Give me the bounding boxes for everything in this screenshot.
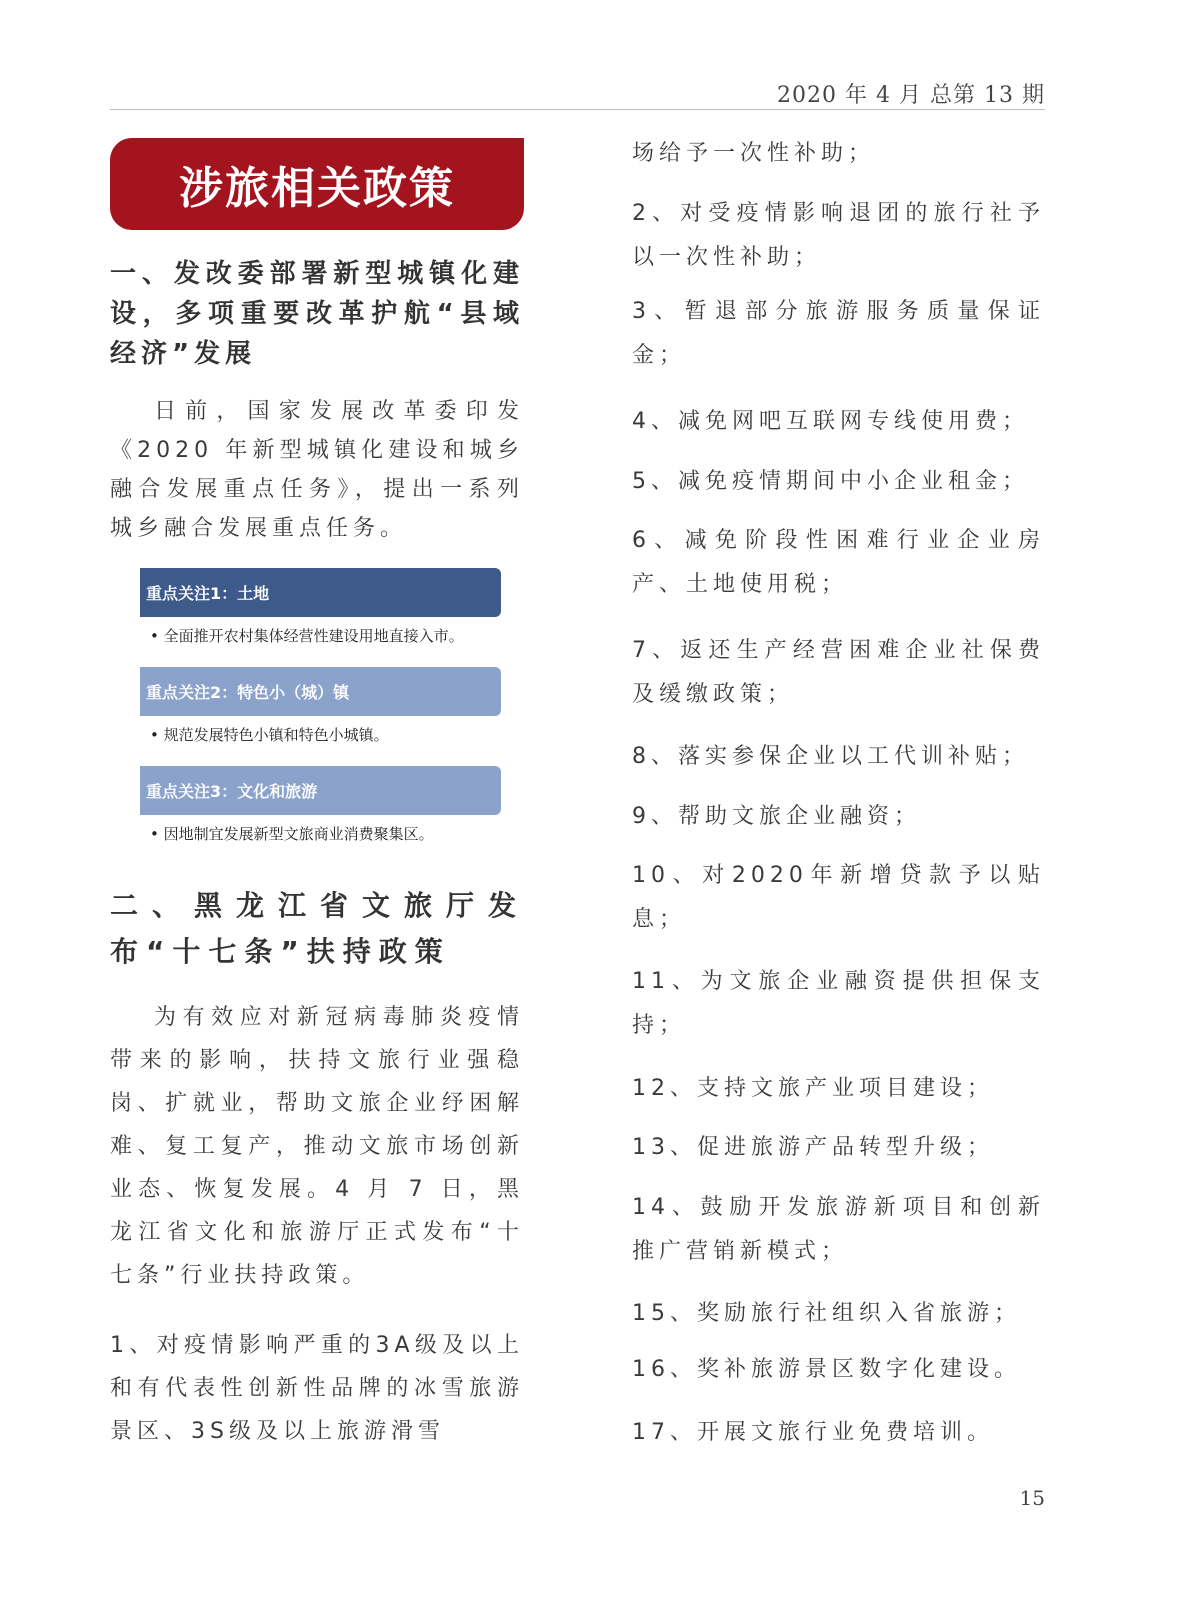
policy-item-13: 13、促进旅游产品转型升级； (632, 1135, 994, 1160)
policy-item-6: 6、减免阶段性困难行业企业房产、土地使用税； (632, 528, 1045, 597)
policy-item-16: 16、奖补旅游景区数字化建设。 (632, 1357, 1021, 1382)
focus-title-town: 重点关注2：特色小（城）镇 (140, 667, 501, 716)
section-banner: 涉旅相关政策 (110, 138, 524, 230)
policy-item-2: 2、对受疫情影响退团的旅行社予以一次性补助； (632, 201, 1045, 270)
policy-item-8: 8、落实参保企业以工代训补贴； (632, 744, 1029, 769)
policy-item-17: 17、开展文旅行业免费培训。 (632, 1420, 994, 1445)
page-number: 15 (1019, 1486, 1045, 1510)
section2-heading: 二、黑龙江省文旅厅发布“十七条”扶持政策 (110, 889, 524, 968)
header-divider (110, 109, 1045, 110)
policy-item-3: 3、暂退部分旅游服务质量保证金； (632, 299, 1045, 368)
policy-item-15: 15、奖励旅行社组织入省旅游； (632, 1301, 1021, 1326)
focus-bullet-land: • 全面推开农村集体经营性建设用地直接入市。 (150, 627, 464, 645)
policy-item-1: 1、对疫情影响严重的3A级及以上和有代表性创新性品牌的冰雪旅游景区、3S级及以上旅游滑雪 (110, 1333, 524, 1444)
section1-heading: 一、发改委部署新型城镇化建设，多项重要改革护航“县域经济”发展 (110, 259, 524, 369)
policy-item-11: 11、为文旅企业融资提供担保支持； (632, 969, 1045, 1038)
section1-body: 日前，国家发展改革委印发《2020 年新型城镇化建设和城乡融合发展重点任务》，提出一系列城乡融合发展重点任务。 (110, 399, 524, 541)
policy-item-7: 7、返还生产经营困难企业社保费及缓缴政策； (632, 638, 1045, 707)
focus-title-land: 重点关注1：土地 (140, 568, 501, 617)
policy-item-10: 10、对2020年新增贷款予以贴息； (632, 863, 1045, 932)
policy-item-5: 5、减免疫情期间中小企业租金； (632, 469, 1029, 494)
focus-bullet-culture: • 因地制宜发展新型文旅商业消费聚集区。 (150, 825, 434, 843)
focus-bullet-town: • 规范发展特色小镇和特色小城镇。 (150, 726, 389, 744)
policy-item-1-cont: 场给予一次性补助； (632, 141, 876, 166)
section2-body: 为有效应对新冠病毒肺炎疫情带来的影响，扶持文旅行业强稳岗、扩就业，帮助文旅企业纾困解难、复工复产，推动文旅市场创新业态、恢复发展。4 月 7 日，黑龙江省文化和旅游厅正式发布“十七条”行业扶持政策。 (110, 1005, 524, 1288)
policy-item-12: 12、支持文旅产业项目建设； (632, 1076, 994, 1101)
policy-item-14: 14、鼓励开发旅游新项目和创新推广营销新模式； (632, 1195, 1045, 1264)
policy-item-9: 9、帮助文旅企业融资； (632, 804, 921, 829)
focus-title-culture: 重点关注3：文化和旅游 (140, 766, 501, 815)
policy-item-4: 4、减免网吧互联网专线使用费； (632, 409, 1029, 434)
issue-header: 2020 年 4 月 总第 13 期 (777, 83, 1045, 108)
